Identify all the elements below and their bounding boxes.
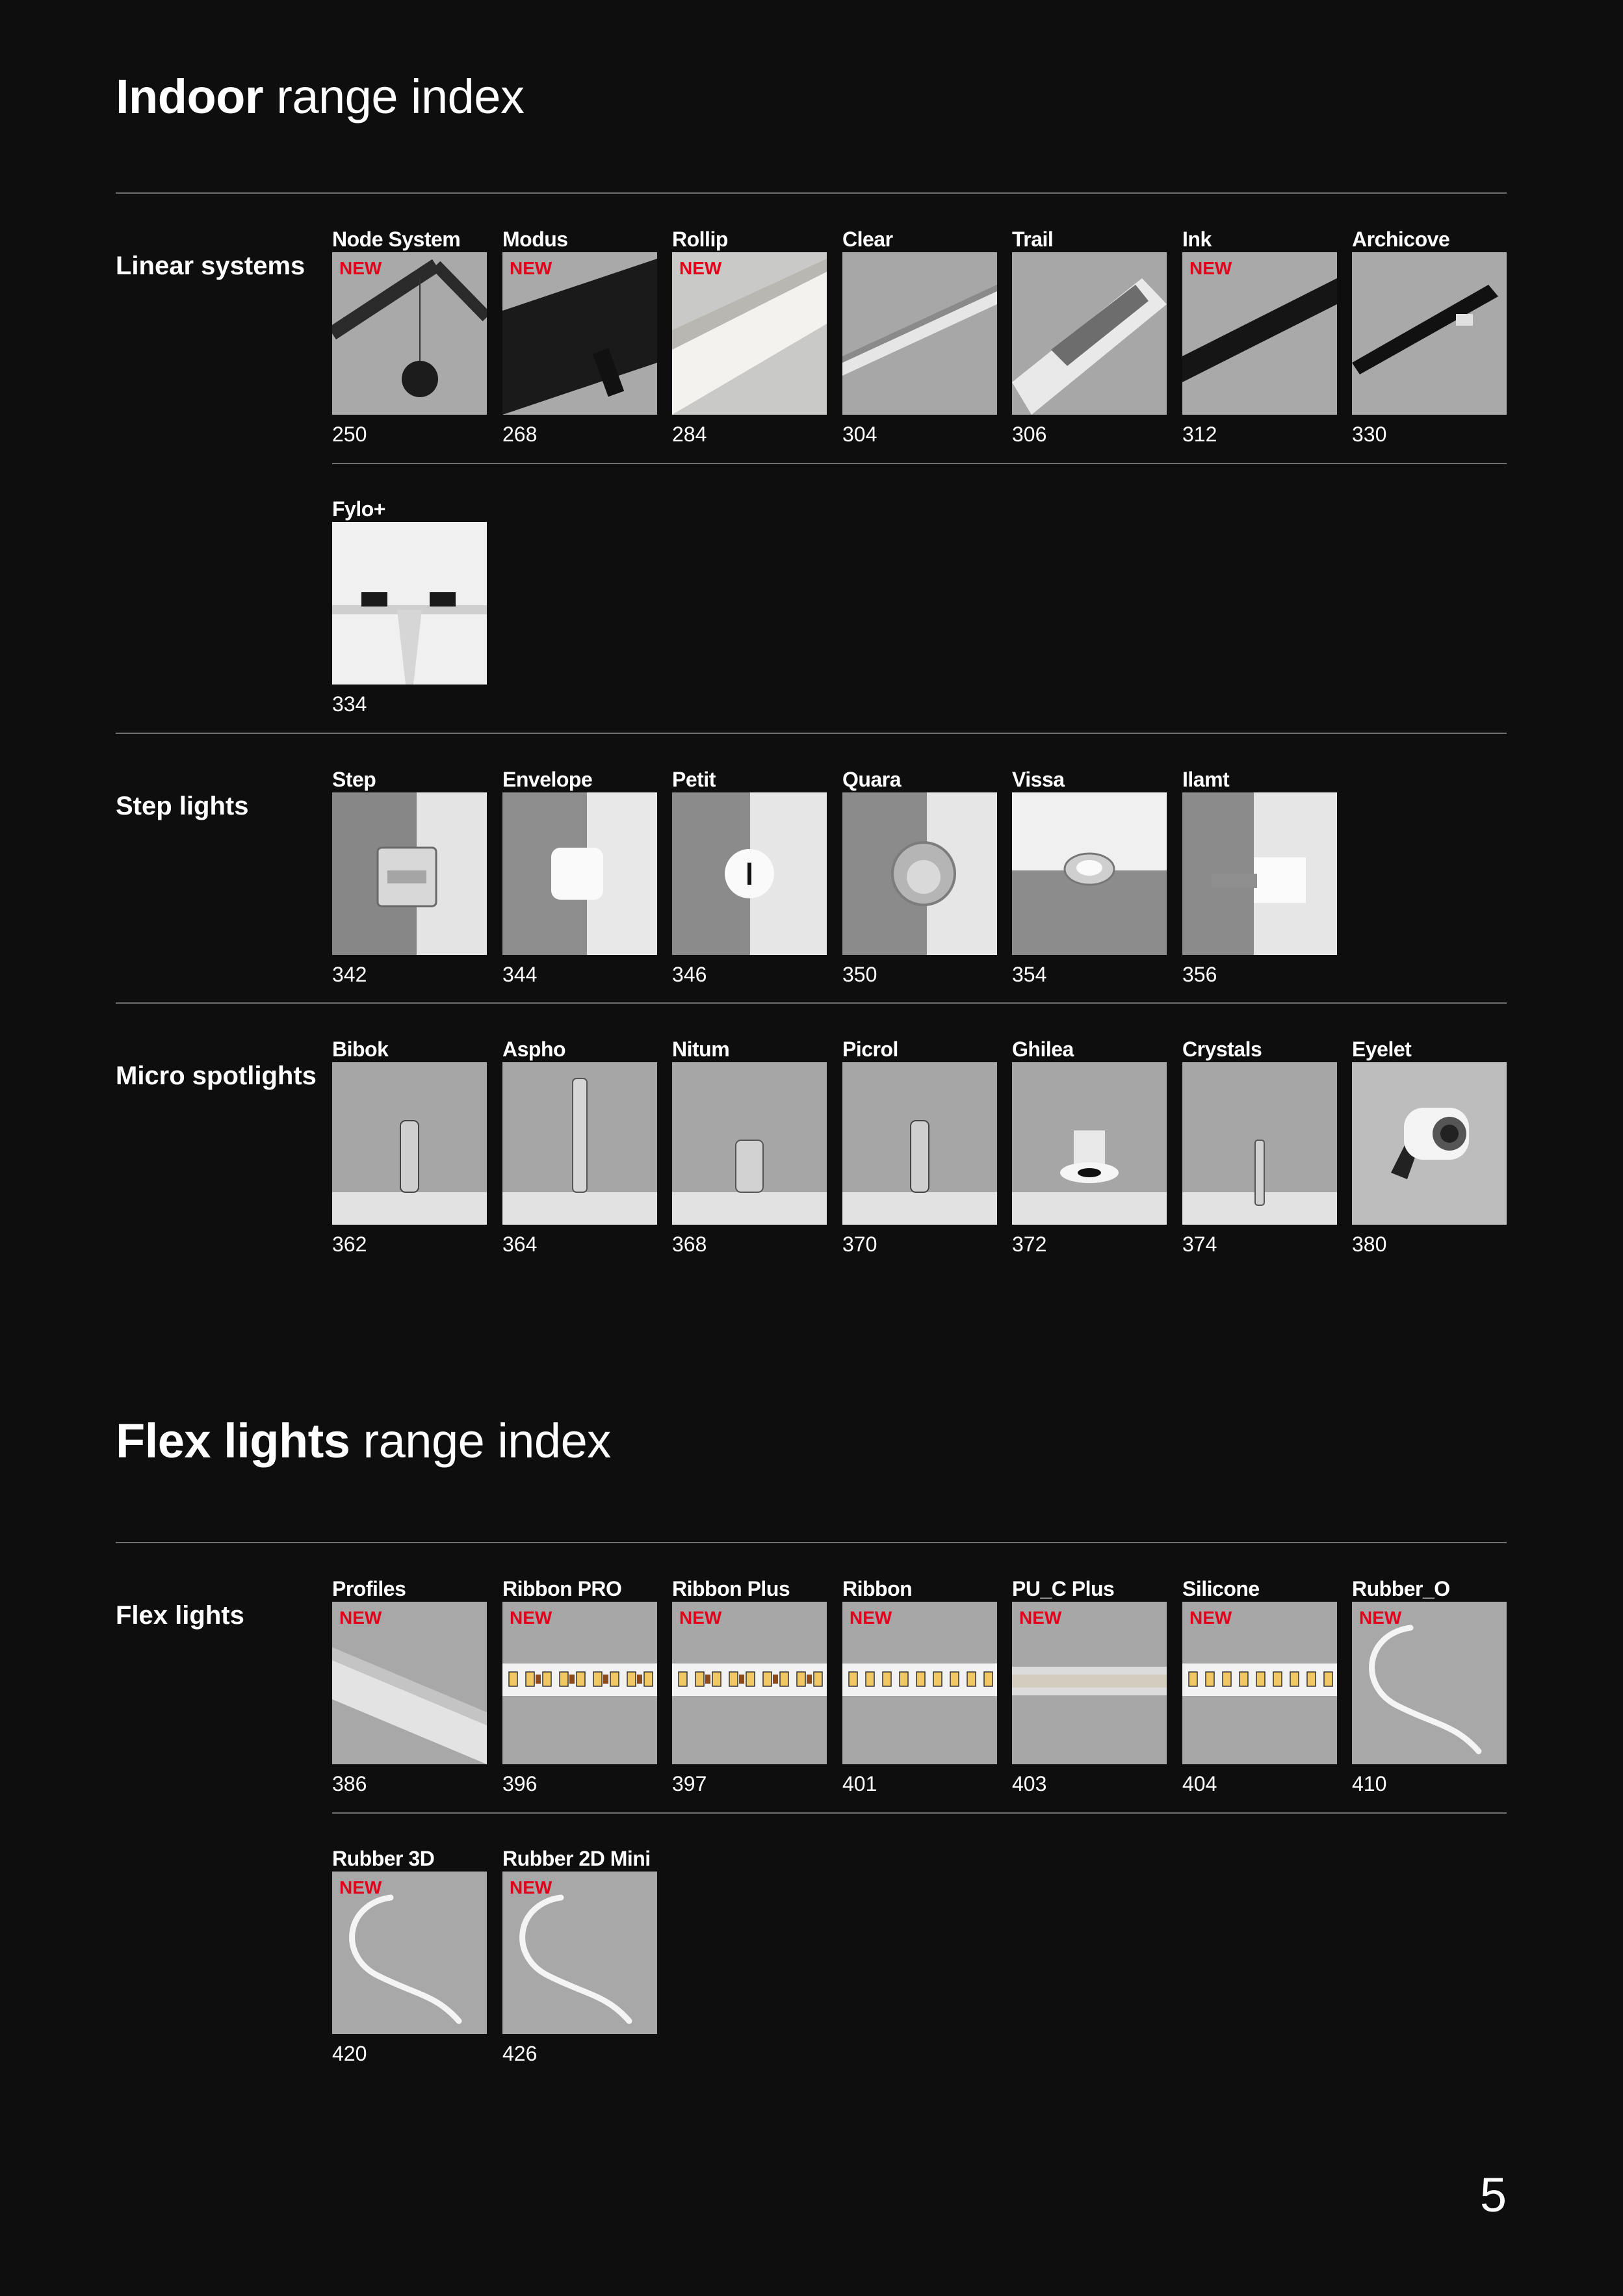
product-name: Ghilea: [1012, 1037, 1074, 1061]
led-strip-icon: [842, 1602, 997, 1764]
product-name: Node System: [332, 228, 461, 251]
product-name: Petit: [672, 768, 716, 791]
product-page-number: 410: [1352, 1772, 1387, 1795]
new-badge: NEW: [679, 1608, 722, 1628]
recessed-downlight-icon: [1012, 1062, 1167, 1225]
product-page-number: 368: [672, 1233, 707, 1256]
aluminium-profile-icon: [332, 1602, 487, 1764]
product-name: Vissa: [1012, 768, 1065, 791]
product-page-number: 380: [1352, 1233, 1387, 1256]
product-page-number: 306: [1012, 423, 1047, 446]
category-micro-spotlights: Micro spotlights: [116, 1062, 317, 1090]
product-page-number: 356: [1182, 963, 1217, 986]
cove-profile-icon: [1352, 252, 1507, 415]
product-name: Eyelet: [1352, 1037, 1412, 1061]
product-name: Crystals: [1182, 1037, 1262, 1061]
product-page-number: 401: [842, 1772, 877, 1795]
product-name: Rubber_O: [1352, 1577, 1450, 1600]
product-page-number: 374: [1182, 1233, 1217, 1256]
new-badge: NEW: [850, 1608, 892, 1628]
new-badge: NEW: [339, 1608, 382, 1628]
product-page-number: 397: [672, 1772, 707, 1795]
product-page-number: 312: [1182, 423, 1217, 446]
category-linear-systems: Linear systems: [116, 252, 305, 280]
product-page-number: 304: [842, 423, 877, 446]
product-name: Nitum: [672, 1037, 730, 1061]
round-step-light-icon: [672, 792, 827, 955]
product-name: Step: [332, 768, 376, 791]
new-badge: NEW: [510, 258, 552, 278]
projector-spot-icon: [1352, 1062, 1507, 1225]
product-page-number: 350: [842, 963, 877, 986]
coated-led-strip-icon: [1012, 1602, 1167, 1764]
product-name: Fylo+: [332, 497, 385, 521]
product-page-number: 426: [502, 2042, 538, 2065]
divider: [116, 733, 1507, 734]
product-name: Ribbon: [842, 1577, 913, 1600]
neon-flex-icon: [502, 1872, 657, 2034]
square-step-light-icon: [332, 792, 487, 955]
new-badge: NEW: [1359, 1608, 1402, 1628]
micro-spot-icon: [332, 1062, 487, 1225]
product-name: Envelope: [502, 768, 593, 791]
product-name: Quara: [842, 768, 901, 791]
led-strip-icon: [502, 1602, 657, 1764]
product-page-number: 284: [672, 423, 707, 446]
recessed-line-icon: [842, 252, 997, 415]
product-page-number: 386: [332, 1772, 367, 1795]
divider: [332, 463, 1507, 464]
new-badge: NEW: [510, 1608, 552, 1628]
ceiling-profile-icon: [672, 252, 827, 415]
product-page-number: 362: [332, 1233, 367, 1256]
product-name: Aspho: [502, 1037, 566, 1061]
ceiling-section-icon: [332, 522, 487, 685]
divider: [116, 192, 1507, 194]
envelope-step-light-icon: [502, 792, 657, 955]
neon-flex-icon: [332, 1872, 487, 2034]
product-name: Ink: [1182, 228, 1212, 251]
new-badge: NEW: [1189, 258, 1232, 278]
new-badge: NEW: [339, 258, 382, 278]
cube-wall-light-icon: [1182, 792, 1337, 955]
product-name: Rubber 2D Mini: [502, 1847, 651, 1870]
product-name: Trail: [1012, 228, 1054, 251]
thin-micro-spot-icon: [1182, 1062, 1337, 1225]
product-page-number: 354: [1012, 963, 1047, 986]
new-badge: NEW: [1019, 1608, 1062, 1628]
category-flex-lights: Flex lights: [116, 1601, 244, 1630]
new-badge: NEW: [339, 1877, 382, 1898]
product-name: Modus: [502, 228, 568, 251]
indoor-title-bold: Indoor: [116, 70, 264, 124]
indoor-range-title: [116, 70, 525, 124]
product-name: Profiles: [332, 1577, 406, 1600]
product-name: Ilamt: [1182, 768, 1230, 791]
product-page-number: 342: [332, 963, 367, 986]
product-page-number: 404: [1182, 1772, 1217, 1795]
product-page-number: 330: [1352, 423, 1387, 446]
short-micro-spot-icon: [672, 1062, 827, 1225]
led-strip-icon: [672, 1602, 827, 1764]
new-badge: NEW: [1189, 1608, 1232, 1628]
product-name: Bibok: [332, 1037, 389, 1061]
product-page-number: 420: [332, 2042, 367, 2065]
product-name: Archicove: [1352, 228, 1450, 251]
page-number: 5: [1479, 2168, 1507, 2222]
neon-flex-icon: [1352, 1602, 1507, 1764]
product-page-number: 372: [1012, 1233, 1047, 1256]
product-page-number: 250: [332, 423, 367, 446]
product-name: Ribbon PRO: [502, 1577, 622, 1600]
product-page-number: 344: [502, 963, 538, 986]
divider: [116, 1002, 1507, 1004]
new-badge: NEW: [510, 1877, 552, 1898]
product-name: Rubber 3D: [332, 1847, 435, 1870]
track-profile-icon: [1012, 252, 1167, 415]
pendant-track-icon: [332, 252, 487, 415]
product-name: Silicone: [1182, 1577, 1260, 1600]
product-page-number: 268: [502, 423, 538, 446]
led-strip-icon: [1182, 1602, 1337, 1764]
product-name: Ribbon Plus: [672, 1577, 790, 1600]
product-name: Clear: [842, 228, 893, 251]
indoor-title-rest: range index: [263, 70, 525, 124]
product-name: Picrol: [842, 1037, 898, 1061]
flex-title-bold: Flex lights: [116, 1414, 350, 1468]
product-page-number: 370: [842, 1233, 877, 1256]
product-page-number: 396: [502, 1772, 538, 1795]
divider: [116, 1542, 1507, 1543]
magnetic-track-icon: [502, 252, 657, 415]
floor-recessed-light-icon: [1012, 792, 1167, 955]
product-page-number: 346: [672, 963, 707, 986]
product-name: Rollip: [672, 228, 728, 251]
black-linear-icon: [1182, 252, 1337, 415]
product-page-number: 334: [332, 692, 367, 716]
divider: [332, 1812, 1507, 1814]
micro-spot-icon: [842, 1062, 997, 1225]
tall-micro-spot-icon: [502, 1062, 657, 1225]
eyeball-step-light-icon: [842, 792, 997, 955]
product-name: PU_C Plus: [1012, 1577, 1115, 1600]
new-badge: NEW: [679, 258, 722, 278]
flex-title-rest: range index: [350, 1414, 611, 1468]
product-page-number: 364: [502, 1233, 538, 1256]
product-page-number: 403: [1012, 1772, 1047, 1795]
category-step-lights: Step lights: [116, 792, 249, 820]
flex-range-title: [116, 1414, 611, 1468]
